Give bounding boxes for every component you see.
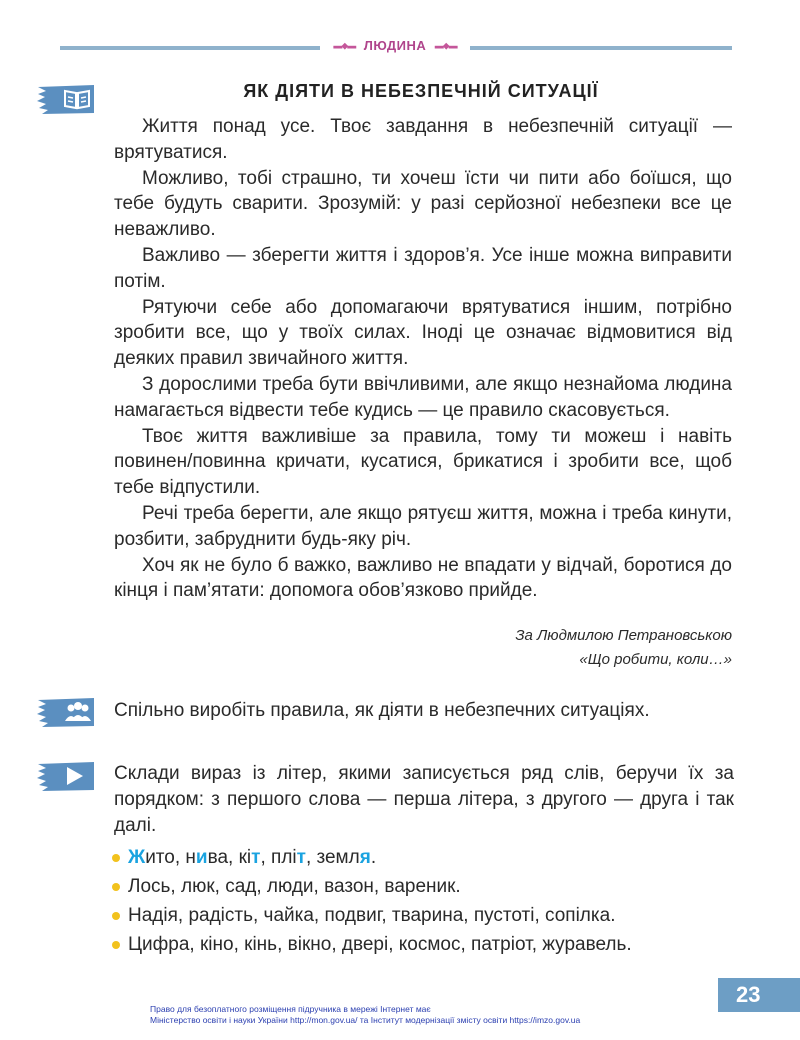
attribution-book: «Що робити, коли…» xyxy=(579,651,732,668)
list-item xyxy=(112,843,732,872)
story-text xyxy=(114,114,732,604)
bullet-icon xyxy=(112,941,120,949)
section-title: ЯК ДІЯТИ В НЕБЕЗПЕЧНІЙ СИТУАЦІЇ xyxy=(243,81,599,101)
paragraph: Важливо — зберегти життя і здоров’я. Усе інше можна виправити потім. xyxy=(114,244,732,292)
paragraph: Хоч як не було б важко, важливо не впадати у відчай, боротися до кінця і пам’ятати: допомога обов’язково прийде. xyxy=(114,554,732,602)
ornament-left-icon: ▬◆▬ xyxy=(333,40,356,51)
ornament-right-icon: ▬◆▬ xyxy=(434,40,457,51)
attribution-author: За Людмилою Петрановською xyxy=(515,627,732,644)
paragraph: Речі треба берегти, але якщо рятуєш життя, можна і треба кинути, розбити, забруднити будь-яку річ. xyxy=(114,502,732,550)
example-line: Жито, нива, кіт, пліт, земля. xyxy=(128,847,377,868)
copyright-footer xyxy=(150,1004,710,1026)
paragraph: Рятуючи себе або допомагаючи врятуватися іншим, потрібно зробити все, що у твоїх силах. Іноді це означає відмовитися від деяких правил звичайного життя. xyxy=(114,296,732,370)
book-icon xyxy=(36,83,96,115)
word-task-text: Склади вираз із літер, якими записується ряд слів, беручи їх за порядком: з першого слова — перша літера, з другого — друга і так далі. xyxy=(114,763,734,836)
list-item: Надія, радість, чайка, подвиг, тварина, пустоті, сопілка. xyxy=(112,901,732,930)
footer-line: Право для безоплатного розміщення підручника в мережі Інтернет має xyxy=(150,1004,431,1014)
play-icon xyxy=(36,760,96,792)
chapter-title: ЛЮДИНА xyxy=(363,38,427,54)
bullet-icon xyxy=(112,854,120,862)
bullet-icon xyxy=(112,883,120,891)
list-item: Цифра, кіно, кінь, вікно, двері, космос, патріот, журавель. xyxy=(112,930,732,959)
paragraph: З дорослими треба бути ввічливими, але якщо незнайома людина намагається відвести тебе кудись — це правило скасовується. xyxy=(114,373,732,421)
footer-line: Міністерство освіти і науки України http://mon.gov.ua/ та Інститут модернізації змісту освіти https://imzo.gov.ua xyxy=(150,1015,581,1025)
word-list xyxy=(112,843,732,959)
bullet-icon xyxy=(112,912,120,920)
header-badge xyxy=(320,37,470,57)
paragraph: Твоє життя важливіше за правила, тому ти можеш і навіть повинен/повинна кричати, кусатися, брикатися і зробити все, щоб тебе відпустили. xyxy=(114,425,732,499)
group-people-icon xyxy=(36,696,96,728)
paragraph: Можливо, тобі страшно, ти хочеш їсти чи пити або боїшся, що тебе будуть сварити. Зрозумій: у разі серйозної небезпеки все це неважливо. xyxy=(114,167,732,241)
page-number: 23 xyxy=(736,982,761,1007)
list-item: Лось, люк, сад, люди, вазон, вареник. xyxy=(112,872,732,901)
group-task-text: Спільно виробіть правила, як діяти в небезпечних ситуаціях. xyxy=(114,700,650,721)
paragraph: Життя понад усе. Твоє завдання в небезпечній ситуації — врятуватися. xyxy=(114,116,732,163)
